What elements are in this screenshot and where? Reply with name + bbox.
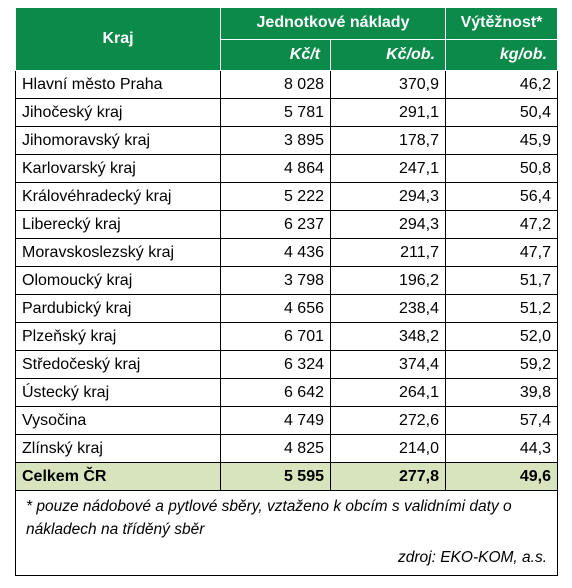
cell-kc-t: 4 864	[221, 155, 331, 183]
cell-kraj: Jihočeský kraj	[16, 99, 221, 127]
table-row	[16, 183, 558, 211]
total-kc-t: 5 595	[221, 463, 331, 491]
cell-kg-ob: 46,2	[446, 71, 558, 99]
cell-kc-ob: 294,3	[331, 211, 446, 239]
total-kraj: Celkem ČR	[16, 463, 221, 491]
cell-kraj: Jihomoravský kraj	[16, 127, 221, 155]
table-row	[16, 239, 558, 267]
cell-kc-ob: 348,2	[331, 323, 446, 351]
cell-kc-t: 6 701	[221, 323, 331, 351]
cell-kc-ob: 291,1	[331, 99, 446, 127]
cell-kc-t: 4 656	[221, 295, 331, 323]
header-unit-kc-t: Kč/t	[221, 39, 331, 71]
cell-kraj: Královéhradecký kraj	[16, 183, 221, 211]
header-unit-costs: Jednotkové náklady	[221, 8, 446, 40]
table-row	[16, 407, 558, 435]
table-row	[16, 435, 558, 463]
cell-kraj: Hlavní město Praha	[16, 71, 221, 99]
cell-kraj: Vysočina	[16, 407, 221, 435]
cell-kg-ob: 50,4	[446, 99, 558, 127]
footnote-row	[16, 491, 558, 544]
total-kg-ob: 49,6	[446, 463, 558, 491]
cell-kg-ob: 52,0	[446, 323, 558, 351]
cell-kg-ob: 44,3	[446, 435, 558, 463]
cell-kc-t: 3 798	[221, 267, 331, 295]
cell-kg-ob: 57,4	[446, 407, 558, 435]
table-row	[16, 211, 558, 239]
cell-kc-ob: 214,0	[331, 435, 446, 463]
table-row	[16, 323, 558, 351]
table-row	[16, 295, 558, 323]
cell-kc-t: 3 895	[221, 127, 331, 155]
cell-kc-ob: 374,4	[331, 351, 446, 379]
cell-kc-t: 5 222	[221, 183, 331, 211]
cell-kc-t: 4 825	[221, 435, 331, 463]
cell-kraj: Zlínský kraj	[16, 435, 221, 463]
cell-kraj: Pardubický kraj	[16, 295, 221, 323]
table-row	[16, 99, 558, 127]
cell-kg-ob: 59,2	[446, 351, 558, 379]
cell-kc-t: 4 749	[221, 407, 331, 435]
cell-kc-ob: 264,1	[331, 379, 446, 407]
cell-kg-ob: 47,2	[446, 211, 558, 239]
cell-kc-ob: 370,9	[331, 71, 446, 99]
cell-kc-t: 5 781	[221, 99, 331, 127]
cell-kc-t: 6 324	[221, 351, 331, 379]
cost-table-wrapper	[15, 7, 557, 576]
cell-kg-ob: 56,4	[446, 183, 558, 211]
cell-kc-t: 6 237	[221, 211, 331, 239]
cell-kc-ob: 211,7	[331, 239, 446, 267]
cell-kc-ob: 247,1	[331, 155, 446, 183]
table-row	[16, 155, 558, 183]
header-kraj: Kraj	[16, 8, 221, 71]
cell-kraj: Olomoucký kraj	[16, 267, 221, 295]
table-row	[16, 71, 558, 99]
source-row	[16, 543, 558, 576]
cell-kc-ob: 294,3	[331, 183, 446, 211]
cell-kraj: Moravskoslezský kraj	[16, 239, 221, 267]
cell-kc-ob: 238,4	[331, 295, 446, 323]
cell-kc-ob: 196,2	[331, 267, 446, 295]
cell-kc-ob: 178,7	[331, 127, 446, 155]
cell-kraj: Ústecký kraj	[16, 379, 221, 407]
header-yield: Výtěžnost*	[446, 8, 558, 40]
cell-kc-t: 8 028	[221, 71, 331, 99]
table-row	[16, 127, 558, 155]
source: zdroj: EKO-KOM, a.s.	[16, 543, 558, 576]
table-row	[16, 351, 558, 379]
cell-kc-ob: 272,6	[331, 407, 446, 435]
cell-kc-t: 4 436	[221, 239, 331, 267]
cell-kg-ob: 47,7	[446, 239, 558, 267]
cell-kg-ob: 51,7	[446, 267, 558, 295]
total-row	[16, 463, 558, 491]
cell-kraj: Plzeňský kraj	[16, 323, 221, 351]
cell-kraj: Liberecký kraj	[16, 211, 221, 239]
header-unit-kc-ob: Kč/ob.	[331, 39, 446, 71]
table-body	[16, 71, 558, 576]
cell-kraj: Karlovarský kraj	[16, 155, 221, 183]
cell-kg-ob: 51,2	[446, 295, 558, 323]
cell-kg-ob: 50,8	[446, 155, 558, 183]
cell-kraj: Středočeský kraj	[16, 351, 221, 379]
table-row	[16, 379, 558, 407]
total-kc-ob: 277,8	[331, 463, 446, 491]
cell-kg-ob: 39,8	[446, 379, 558, 407]
cell-kg-ob: 45,9	[446, 127, 558, 155]
header-unit-kg-ob: kg/ob.	[446, 39, 558, 71]
cell-kc-t: 6 642	[221, 379, 331, 407]
table-header	[16, 8, 558, 71]
cost-table	[15, 7, 558, 576]
footnote: * pouze nádobové a pytlové sběry, vztaženo k obcím s validními daty o nákladech na tříděný sběr	[16, 491, 558, 544]
table-row	[16, 267, 558, 295]
